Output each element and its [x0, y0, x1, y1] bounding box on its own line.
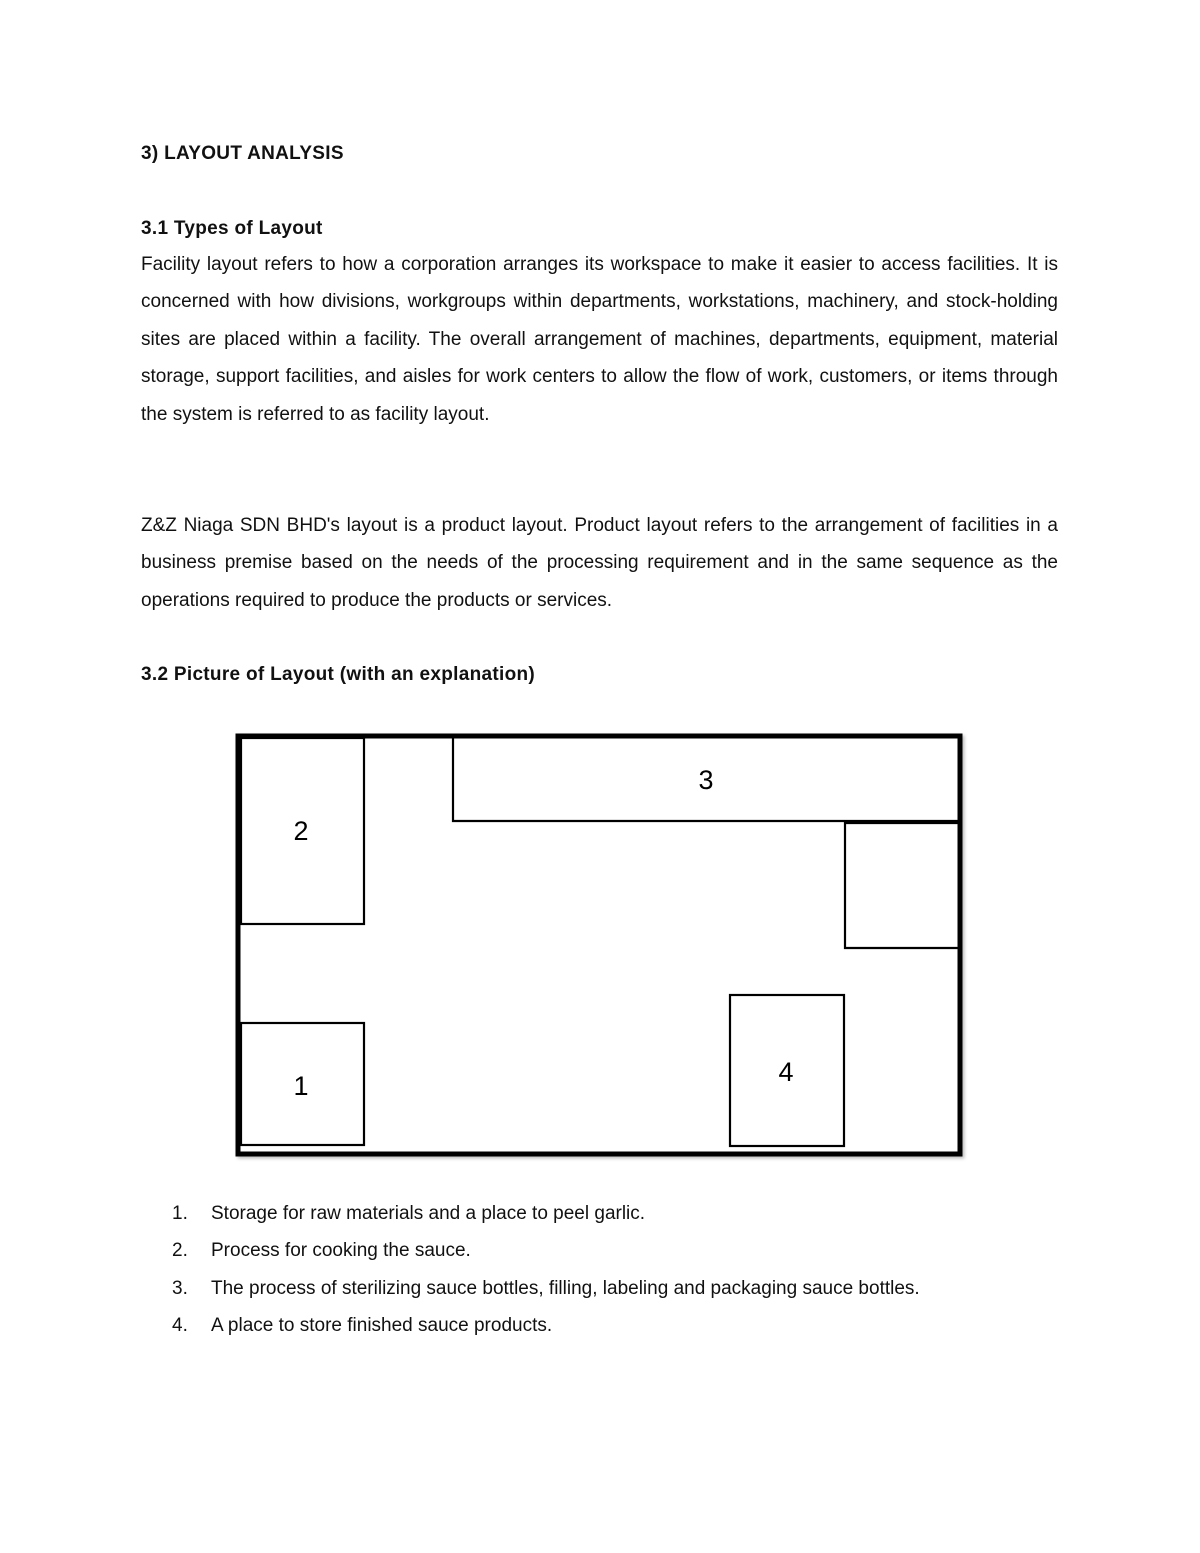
list-text: The process of sterilizing sauce bottles, filling, labeling and packaging sauce bottles. — [211, 1277, 920, 1299]
facility-outline — [238, 736, 960, 1154]
facility-layout-paragraph: Facility layout refers to how a corporation arranges its workspace to make it easier to access facilities. It is concerned with how divisions, workgroups within departments, workstations, machinery, and stock-holding sites are placed within a facility. The overall arrangement of machines, departments, equipment, material storage, support facilities, and aisles for work centers to allow the flow of work, customers, or items through the system is referred to as facility layout. — [141, 254, 1058, 425]
facility-layout-diagram — [230, 728, 970, 1169]
list-item — [172, 1307, 920, 1344]
list-number: 1. — [172, 1203, 188, 1224]
list-number: 2. — [172, 1240, 188, 1262]
list-text: A place to store finished sauce products. — [211, 1314, 553, 1336]
list-text: Storage for raw materials and a place to peel garlic. — [211, 1203, 646, 1224]
list-item — [172, 1195, 920, 1232]
area-3-label: 3 — [698, 765, 714, 795]
list-number: 4. — [172, 1314, 188, 1336]
types-of-layout-heading: 3.1 Types of Layout — [141, 218, 323, 239]
layout-explanation-list — [172, 1195, 920, 1344]
area-4-label: 4 — [778, 1057, 794, 1087]
section-title: 3) LAYOUT ANALYSIS — [141, 143, 344, 164]
picture-of-layout-heading: 3.2 Picture of Layout (with an explanation) — [141, 664, 536, 685]
list-item — [172, 1270, 920, 1307]
list-item — [172, 1232, 920, 1269]
product-layout-paragraph: Z&Z Niaga SDN BHD's layout is a product layout. Product layout refers to the arrangement of facilities in a business premise based on the needs of the processing requirement and in the same sequence as the operations required to produce the products or services. — [141, 515, 1058, 611]
area-1-label: 1 — [293, 1071, 309, 1101]
area-2-label: 2 — [293, 816, 309, 846]
list-text: Process for cooking the sauce. — [211, 1240, 471, 1262]
list-number: 3. — [172, 1277, 188, 1299]
